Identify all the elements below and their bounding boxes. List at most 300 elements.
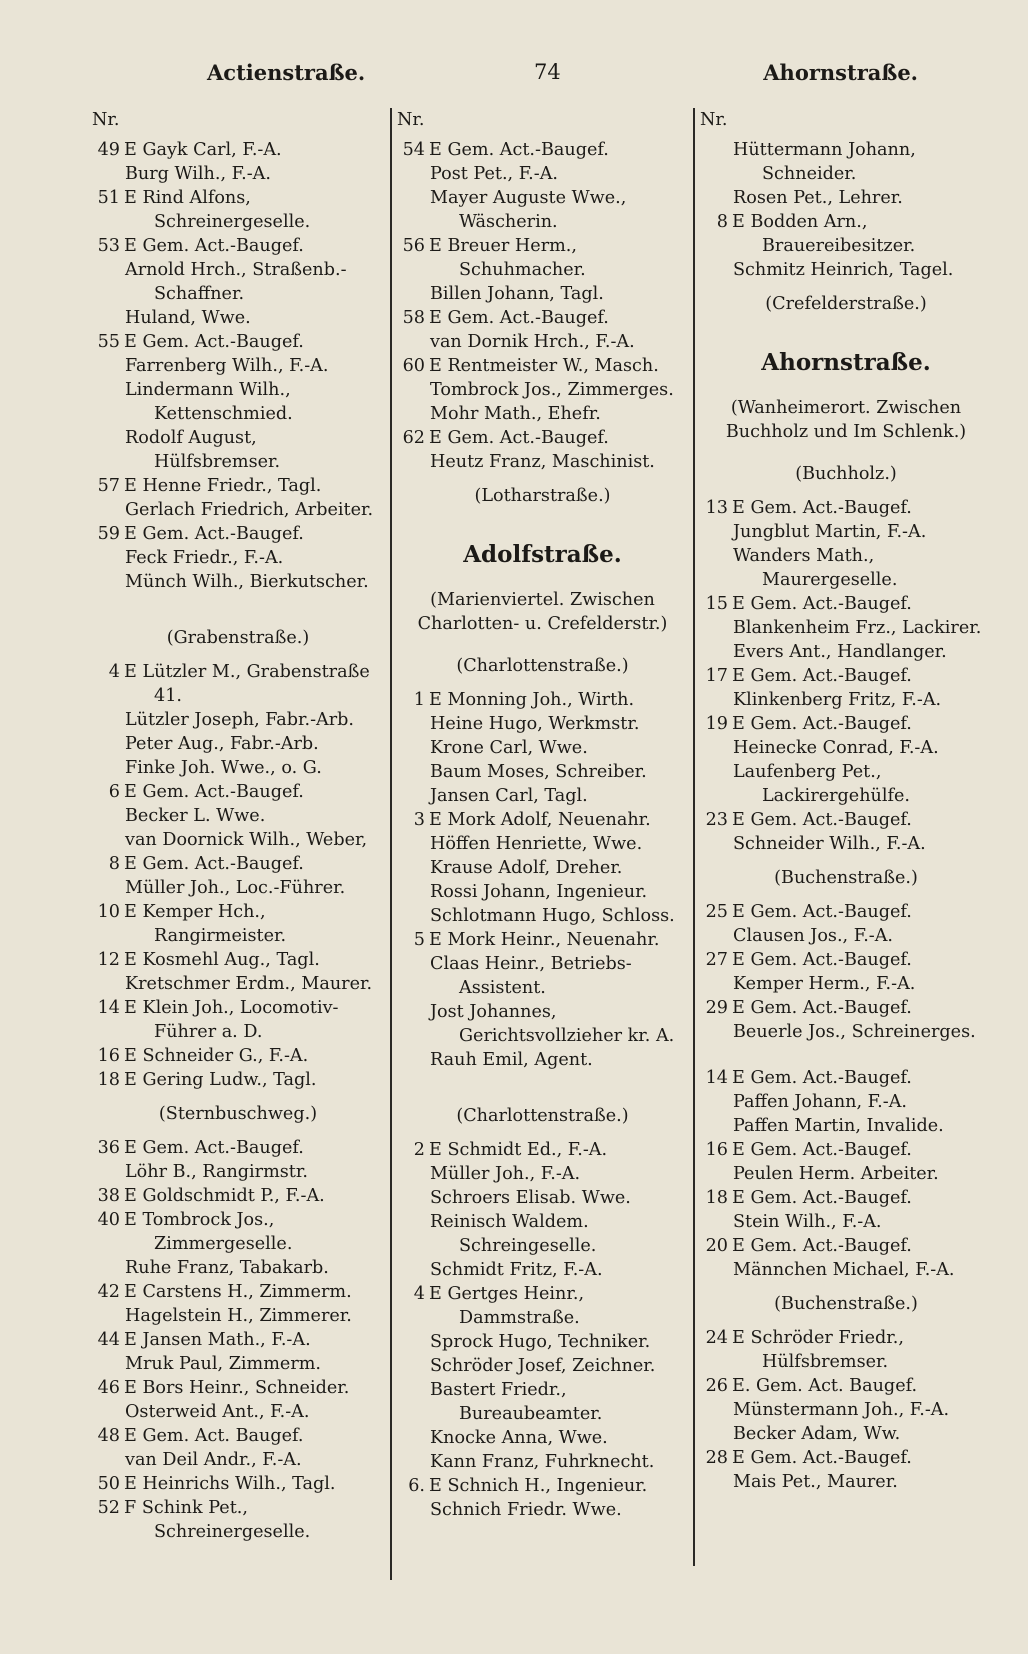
ownership-code: E: [429, 690, 442, 710]
resident-entry: [92, 306, 384, 330]
resident-entry: [92, 1256, 384, 1280]
resident-text: Männchen Michael, F.-A.: [733, 1260, 955, 1280]
ownership-code: E: [124, 998, 137, 1018]
cross-street-heading: (Buchenstraße.): [774, 868, 918, 888]
ownership-code: E: [732, 1236, 745, 1256]
resident-entry: [700, 1162, 992, 1186]
ownership-code: E: [732, 594, 745, 614]
resident-text: Claas Heinr., Betriebs-Assistent.: [430, 954, 632, 998]
resident-text: Henne Friedr., Tagl.: [142, 476, 322, 496]
resident-entry: [700, 712, 992, 736]
resident-entry: [700, 186, 992, 210]
resident-text: Lindermann Wilh., Kettenschmied.: [125, 380, 293, 424]
house-number: 49: [97, 140, 120, 160]
ownership-code: E: [124, 1210, 137, 1230]
house-number: 8: [716, 212, 728, 232]
resident-text: Gem. Act.-Baugef.: [750, 1236, 912, 1256]
resident-entry: [397, 1186, 688, 1210]
resident-entry: [700, 1090, 992, 1114]
resident-entry: [700, 1470, 992, 1494]
house-number: 59: [97, 524, 120, 544]
resident-text: Gem. Act.-Baugef.: [750, 498, 912, 518]
resident-entry: [397, 808, 688, 832]
ownership-code: E: [732, 498, 745, 518]
resident-entry: [397, 880, 688, 904]
column-1: [92, 108, 384, 1582]
resident-text: Blankenheim Frz., Lackirer.: [733, 618, 982, 638]
resident-text: Breuer Herm., Schuhmacher.: [447, 236, 586, 280]
resident-entry: [92, 1304, 384, 1328]
resident-text: Beuerle Jos., Schreinerges.: [733, 1022, 976, 1042]
resident-text: Schroers Elisab. Wwe.: [430, 1188, 631, 1208]
ownership-code: E: [429, 236, 442, 256]
running-header: [95, 60, 918, 94]
resident-text: Bors Heinr., Schneider.: [142, 1378, 350, 1398]
resident-text: Krause Adolf, Dreher.: [430, 858, 623, 878]
house-number: 46: [97, 1378, 120, 1398]
resident-text: Gayk Carl, F.-A.: [142, 140, 282, 160]
house-number: 36: [97, 1138, 120, 1158]
ownership-code: E: [124, 1330, 137, 1350]
resident-entry: [92, 258, 384, 306]
resident-entry: [397, 688, 688, 712]
ownership-code: E: [124, 332, 137, 352]
house-number: 14: [705, 1068, 728, 1088]
ownership-code: E: [124, 188, 137, 208]
resident-entry: [92, 1068, 384, 1092]
ownership-code: E: [732, 1188, 745, 1208]
house-number: 3: [413, 810, 425, 830]
house-number: 18: [705, 1188, 728, 1208]
house-number: 29: [705, 998, 728, 1018]
resident-entry: [92, 522, 384, 546]
resident-text: Gertges Heinr., Dammstraße.: [447, 1284, 585, 1328]
resident-entry: [700, 1446, 992, 1470]
resident-entry: [700, 496, 992, 520]
resident-entry: [397, 904, 688, 928]
house-number: 10: [97, 902, 120, 922]
resident-entry: [92, 354, 384, 378]
resident-text: Klinkenberg Fritz, F.-A.: [733, 690, 942, 710]
resident-text: Schröder Josef, Zeichner.: [430, 1356, 656, 1376]
resident-entry: [700, 1398, 992, 1422]
resident-entry: [92, 804, 384, 828]
ownership-code: E: [124, 1046, 137, 1066]
resident-text: Heinecke Conrad, F.-A.: [733, 738, 939, 758]
resident-entry: [700, 1374, 992, 1398]
ownership-code: E: [124, 782, 137, 802]
resident-text: Gem. Act. Baugef.: [756, 1376, 918, 1396]
resident-text: Gem. Act.-Baugef.: [142, 782, 304, 802]
resident-text: Gem. Act.-Baugef.: [142, 332, 304, 352]
resident-text: Becker Adam, Ww.: [733, 1424, 901, 1444]
column-3: [700, 108, 992, 1582]
resident-text: Gem. Act.-Baugef.: [142, 236, 304, 256]
resident-text: Becker L. Wwe.: [125, 806, 266, 826]
resident-text: Müller Joh., Loc.-Führer.: [125, 878, 346, 898]
resident-text: Gem. Act.-Baugef.: [750, 594, 912, 614]
resident-entry: [92, 498, 384, 522]
resident-entry: [397, 856, 688, 880]
resident-entry: [92, 378, 384, 426]
resident-text: Gem. Act.-Baugef.: [750, 1140, 912, 1160]
resident-entry: [92, 546, 384, 570]
resident-entry: [92, 1184, 384, 1208]
ownership-code: E.: [732, 1376, 751, 1396]
resident-entry: [397, 1048, 688, 1072]
resident-text: Rossi Johann, Ingenieur.: [430, 882, 648, 902]
resident-entry: [700, 592, 992, 616]
resident-entry: [700, 1020, 992, 1044]
resident-entry: [92, 1136, 384, 1160]
house-number: 13: [705, 498, 728, 518]
resident-text: Kosmehl Aug., Tagl.: [142, 950, 320, 970]
resident-text: Carstens H., Zimmerm.: [142, 1282, 352, 1302]
resident-entry: [700, 1210, 992, 1234]
resident-text: Jansen Carl, Tagl.: [430, 786, 588, 806]
resident-entry: [700, 948, 992, 972]
resident-text: Münch Wilh., Bierkutscher.: [125, 572, 369, 592]
resident-entry: [700, 544, 992, 592]
resident-entry: [397, 1138, 688, 1162]
resident-entry: [92, 234, 384, 258]
ownership-code: E: [124, 1186, 137, 1206]
resident-text: Gem. Act.-Baugef.: [142, 1138, 304, 1158]
resident-entry: [397, 1426, 688, 1450]
page-number: 74: [534, 60, 561, 84]
resident-text: Gem. Act.-Baugef.: [750, 950, 912, 970]
resident-entry: [397, 736, 688, 760]
resident-text: Gem. Act.-Baugef.: [750, 1068, 912, 1088]
house-number: 18: [97, 1070, 120, 1090]
resident-entry: [397, 306, 688, 330]
house-number: 6.: [408, 1476, 425, 1496]
resident-text: Schmitz Heinrich, Tagel.: [733, 260, 954, 280]
house-number: 25: [705, 902, 728, 922]
resident-text: Schmidt Ed., F.-A.: [447, 1140, 608, 1160]
resident-text: Post Pet., F.-A.: [430, 164, 559, 184]
resident-text: Bastert Friedr., Bureaubeamter.: [430, 1380, 603, 1424]
house-number: 28: [705, 1448, 728, 1468]
ownership-code: E: [429, 140, 442, 160]
house-number: 56: [402, 236, 425, 256]
house-number: 50: [97, 1474, 120, 1494]
resident-entry: [397, 712, 688, 736]
resident-text: Mais Pet., Maurer.: [733, 1472, 898, 1492]
resident-entry: [700, 760, 992, 808]
resident-text: Ruhe Franz, Tabakarb.: [125, 1258, 329, 1278]
ownership-code: E: [429, 1284, 442, 1304]
resident-entry: [397, 760, 688, 784]
resident-entry: [92, 852, 384, 876]
ownership-code: E: [732, 902, 745, 922]
ownership-code: E: [124, 1378, 137, 1398]
resident-text: Bodden Arn., Brauereibesitzer.: [750, 212, 916, 256]
resident-entry: [700, 1186, 992, 1210]
house-number: 8: [108, 854, 120, 874]
house-number: 14: [97, 998, 120, 1018]
cross-street-heading: (Charlottenstraße.): [456, 656, 629, 676]
resident-entry: [700, 996, 992, 1020]
resident-text: Schmidt Fritz, F.-A.: [430, 1260, 603, 1280]
ownership-code: E: [429, 930, 442, 950]
ownership-code: E: [124, 1070, 137, 1090]
header-left-street: Actienstraße.: [207, 60, 366, 85]
house-number: 44: [97, 1330, 120, 1350]
resident-entry: [397, 234, 688, 282]
ownership-code: E: [124, 476, 137, 496]
resident-text: Paffen Martin, Invalide.: [733, 1116, 944, 1136]
resident-entry: [92, 1400, 384, 1424]
resident-entry: [92, 1496, 384, 1544]
house-number: 16: [97, 1046, 120, 1066]
resident-entry: [700, 1138, 992, 1162]
resident-entry: [397, 450, 688, 474]
resident-entry: [92, 1280, 384, 1304]
resident-entry: [700, 808, 992, 832]
resident-text: Rind Alfons, Schreinergeselle.: [142, 188, 311, 232]
resident-entry: [397, 378, 688, 402]
resident-entry: [397, 426, 688, 450]
street-heading: Adolfstraße.: [463, 541, 622, 568]
resident-text: Peulen Herm. Arbeiter.: [733, 1164, 939, 1184]
house-number: 42: [97, 1282, 120, 1302]
ownership-code: E: [732, 1068, 745, 1088]
resident-text: Gem. Act.-Baugef.: [750, 1188, 912, 1208]
resident-text: Schneider Wilh., F.-A.: [733, 834, 926, 854]
resident-entry: [700, 520, 992, 544]
house-number: 27: [705, 950, 728, 970]
cross-street-heading: (Charlottenstraße.): [456, 1106, 629, 1126]
resident-text: Gem. Act.-Baugef.: [142, 524, 304, 544]
house-number: 1: [413, 690, 425, 710]
resident-text: Müller Joh., F.-A.: [430, 1164, 581, 1184]
resident-text: Evers Ant., Handlanger.: [733, 642, 947, 662]
resident-entry: [92, 1208, 384, 1256]
resident-entry: [397, 1282, 688, 1330]
resident-entry: [92, 1424, 384, 1448]
house-number: 60: [402, 356, 425, 376]
resident-text: Gem. Act.-Baugef.: [750, 810, 912, 830]
resident-text: Lützler Joseph, Fabr.-Arb.: [125, 710, 355, 730]
resident-entry: [92, 948, 384, 972]
ownership-code: E: [732, 666, 745, 686]
ownership-code: E: [732, 1448, 745, 1468]
resident-entry: [397, 784, 688, 808]
resident-entry: [397, 1000, 688, 1048]
resident-entry: [397, 1450, 688, 1474]
resident-text: Tombrock Jos., Zimmergeselle.: [142, 1210, 293, 1254]
resident-entry: [700, 688, 992, 712]
resident-text: Schnich Friedr. Wwe.: [430, 1500, 622, 1520]
ownership-code: E: [124, 1474, 137, 1494]
header-right-street: Ahornstraße.: [763, 60, 918, 85]
resident-text: Rauh Emil, Agent.: [430, 1050, 593, 1070]
resident-text: Kemper Herm., F.-A.: [733, 974, 916, 994]
ownership-code: E: [429, 1140, 442, 1160]
resident-text: Finke Joh. Wwe., o. G.: [125, 758, 322, 778]
ownership-code: E: [124, 1282, 137, 1302]
resident-entry: [397, 1498, 688, 1522]
resident-text: Mork Heinr., Neuenahr.: [447, 930, 660, 950]
resident-entry: [700, 1258, 992, 1282]
house-number: 55: [97, 332, 120, 352]
cross-street-heading: (Grabenstraße.): [166, 628, 310, 648]
resident-text: Gering Ludw., Tagl.: [142, 1070, 317, 1090]
resident-entry: [397, 1210, 688, 1258]
resident-entry: [700, 1326, 992, 1374]
nr-label: Nr.: [397, 110, 425, 130]
ownership-code: E: [124, 902, 137, 922]
column-2: [397, 108, 688, 1582]
resident-entry: [92, 474, 384, 498]
resident-entry: [397, 282, 688, 306]
resident-entry: [397, 402, 688, 426]
ownership-code: E: [732, 998, 745, 1018]
resident-entry: [700, 832, 992, 856]
house-number: 12: [97, 950, 120, 970]
ownership-code: E: [732, 212, 745, 232]
resident-entry: [92, 828, 384, 852]
resident-entry: [92, 1328, 384, 1352]
resident-entry: [397, 354, 688, 378]
resident-entry: [92, 570, 384, 594]
resident-text: Löhr B., Rangirmstr.: [125, 1162, 308, 1182]
spacer: [700, 1044, 992, 1066]
ownership-code: F: [124, 1498, 137, 1518]
resident-text: Arnold Hrch., Straßenb.-Schaffner.: [125, 260, 347, 304]
house-number: 6: [108, 782, 120, 802]
resident-text: Gem. Act.-Baugef.: [750, 998, 912, 1018]
resident-entry: [92, 1472, 384, 1496]
ownership-code: E: [429, 1476, 442, 1496]
resident-entry: [397, 1378, 688, 1426]
ownership-code: E: [429, 356, 442, 376]
resident-entry: [397, 928, 688, 952]
resident-text: Wanders Math., Maurergeselle.: [733, 546, 898, 590]
resident-text: Rodolf August, Hülfsbremser.: [125, 428, 281, 472]
street-description: (Marienviertel. Zwischen Charlotten- u. Crefelderstr.): [417, 590, 668, 634]
resident-text: Rentmeister W., Masch.: [447, 356, 659, 376]
resident-text: Baum Moses, Schreiber.: [430, 762, 647, 782]
resident-text: Billen Johann, Tagl.: [430, 284, 604, 304]
spacer: [92, 594, 384, 616]
resident-entry: [92, 972, 384, 996]
resident-text: Gerlach Friedrich, Arbeiter.: [125, 500, 374, 520]
resident-text: Gem. Act.-Baugef.: [447, 140, 609, 160]
resident-text: Schneider G., F.-A.: [142, 1046, 309, 1066]
resident-text: Feck Friedr., F.-A.: [125, 548, 284, 568]
resident-text: Klein Joh., Locomotiv-Führer a. D.: [142, 998, 339, 1042]
resident-text: Schröder Friedr., Hülfsbremser.: [750, 1328, 904, 1372]
resident-entry: [700, 1422, 992, 1446]
column-divider: [390, 108, 392, 1580]
ownership-code: E: [732, 810, 745, 830]
resident-text: Huland, Wwe.: [125, 308, 251, 328]
resident-entry: [92, 996, 384, 1044]
resident-entry: [397, 330, 688, 354]
resident-entry: [397, 1474, 688, 1498]
house-number: 23: [705, 810, 728, 830]
resident-text: Heutz Franz, Maschinist.: [430, 452, 655, 472]
house-number: 52: [97, 1498, 120, 1518]
column-divider: [693, 108, 695, 1566]
resident-entry: [92, 1160, 384, 1184]
ownership-code: E: [732, 1140, 745, 1160]
resident-entry: [92, 900, 384, 948]
resident-text: Heinrichs Wilh., Tagl.: [142, 1474, 336, 1494]
resident-text: Goldschmidt P., F.-A.: [142, 1186, 325, 1206]
resident-entry: [700, 1114, 992, 1138]
cross-street-heading: (Buchenstraße.): [774, 1294, 918, 1314]
ownership-code: E: [124, 1138, 137, 1158]
resident-text: Hagelstein H., Zimmerer.: [125, 1306, 352, 1326]
resident-entry: [700, 138, 992, 186]
resident-text: Burg Wilh., F.-A.: [125, 164, 271, 184]
house-number: 38: [97, 1186, 120, 1206]
ownership-code: E: [732, 714, 745, 734]
resident-entry: [92, 1376, 384, 1400]
resident-text: Höffen Henriette, Wwe.: [430, 834, 643, 854]
resident-entry: [92, 708, 384, 732]
house-number: 19: [705, 714, 728, 734]
resident-text: Hüttermann Johann, Schneider.: [733, 140, 916, 184]
resident-entry: [700, 924, 992, 948]
house-number: 2: [413, 1140, 425, 1160]
resident-text: Monning Joh., Wirth.: [447, 690, 635, 710]
resident-entry: [700, 900, 992, 924]
resident-entry: [397, 162, 688, 186]
resident-text: Mohr Math., Ehefr.: [430, 404, 601, 424]
resident-text: Gem. Act.-Baugef.: [142, 854, 304, 874]
resident-text: Reinisch Waldem. Schreingeselle.: [430, 1212, 597, 1256]
resident-entry: [92, 1448, 384, 1472]
resident-text: Farrenberg Wilh., F.-A.: [125, 356, 329, 376]
resident-text: van Deil Andr., F.-A.: [125, 1450, 302, 1470]
resident-entry: [92, 732, 384, 756]
resident-text: Tombrock Jos., Zimmerges.: [430, 380, 674, 400]
ownership-code: E: [124, 854, 137, 874]
house-number: 51: [97, 188, 120, 208]
resident-text: Kemper Hch., Rangirmeister.: [142, 902, 287, 946]
cross-street-heading: (Sternbuschweg.): [158, 1104, 318, 1124]
resident-text: van Dornik Hrch., F.-A.: [430, 332, 635, 352]
resident-text: Gem. Act.-Baugef.: [447, 308, 609, 328]
resident-entry: [92, 186, 384, 234]
cross-street-heading: (Lotharstraße.): [474, 486, 611, 506]
resident-text: Mayer Auguste Wwe., Wäscherin.: [430, 188, 627, 232]
ownership-code: E: [124, 236, 137, 256]
resident-text: Münstermann Joh., F.-A.: [733, 1400, 950, 1420]
ownership-code: E: [732, 950, 745, 970]
cross-street-heading: (Crefelderstraße.): [765, 294, 927, 314]
resident-entry: [700, 1066, 992, 1090]
ownership-code: E: [429, 428, 442, 448]
resident-entry: [92, 138, 384, 162]
house-number: 16: [705, 1140, 728, 1160]
resident-text: Clausen Jos., F.-A.: [733, 926, 894, 946]
resident-entry: [92, 756, 384, 780]
resident-text: Jansen Math., F.-A.: [142, 1330, 311, 1350]
resident-text: Gem. Act.-Baugef.: [447, 428, 609, 448]
house-number: 5: [413, 930, 425, 950]
resident-text: Stein Wilh., F.-A.: [733, 1212, 882, 1232]
ownership-code: E: [732, 1328, 745, 1348]
resident-text: Jost Johannes, Gerichtsvollzieher kr. A.: [430, 1002, 675, 1046]
house-number: 40: [97, 1210, 120, 1230]
house-number: 58: [402, 308, 425, 328]
resident-text: Lützler M., Grabenstraße 41.: [142, 662, 370, 706]
